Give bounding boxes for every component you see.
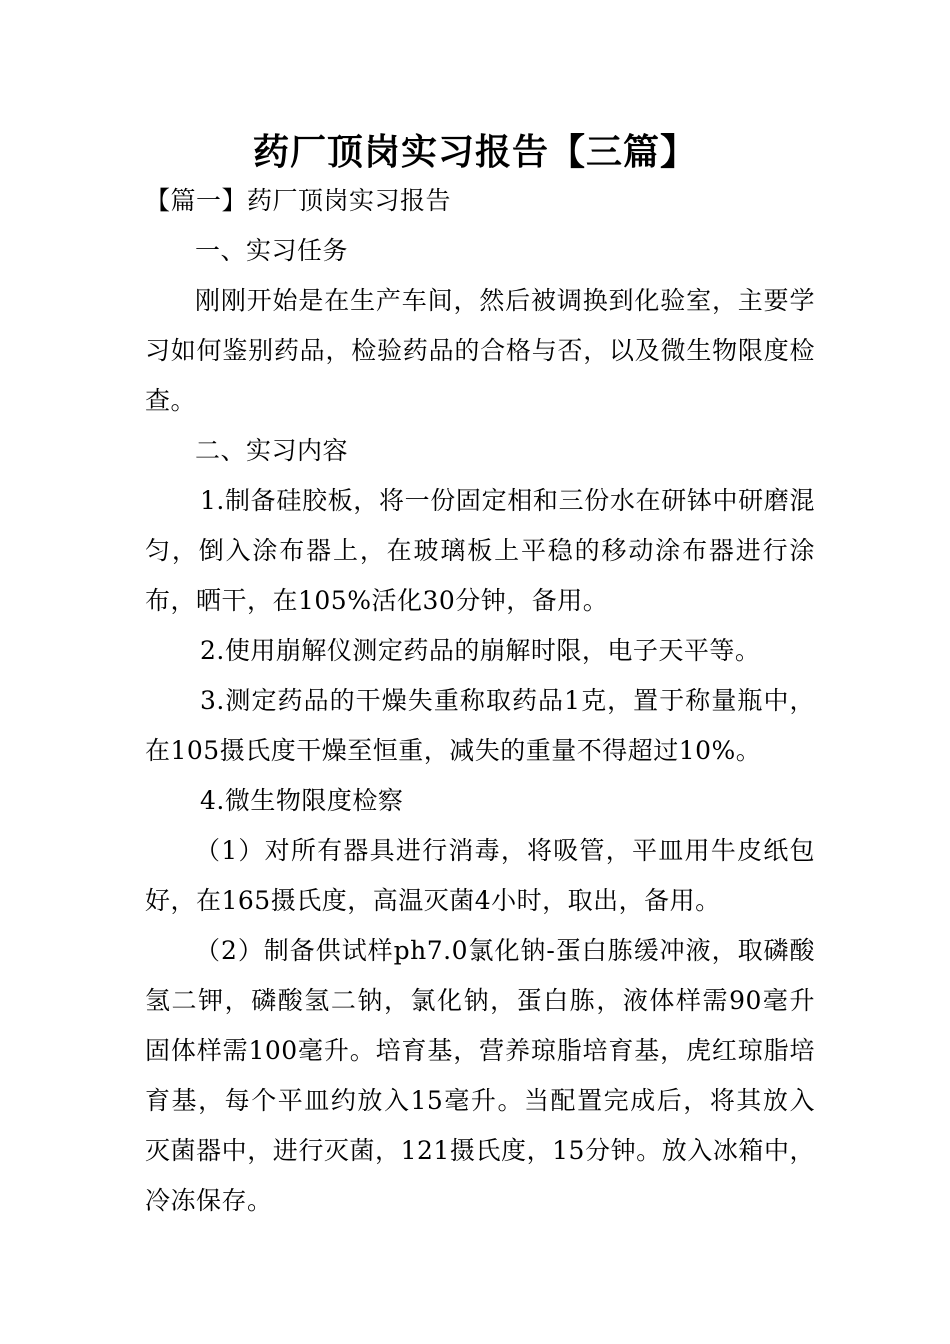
heading-internship-content: 二、实习内容 [195, 436, 349, 465]
paragraph-sterilize-tools: （1）对所有器具进行消毒，将吸管，平皿用牛皮纸包好，在165摄氏度，高温灭菌4小时，取出，备用。 [145, 836, 815, 915]
heading-internship-task: 一、实习任务 [195, 236, 349, 265]
paragraph-disintegration: 2.使用崩解仪测定药品的崩解时限，电子天平等。 [200, 636, 761, 665]
document-body [145, 176, 815, 1226]
paragraph-silica-plate: 1.制备硅胶板，将一份固定相和三份水在研钵中研磨混匀，倒入涂布器上，在玻璃板上平稳的移动涂布器进行涂布，晒干，在105%活化30分钟，备用。 [145, 486, 815, 615]
paragraph-drying-loss: 3.测定药品的干燥失重称取药品1克，置于称量瓶中，在105摄氏度干燥至恒重，减失的重量不得超过10%。 [145, 686, 815, 765]
section-heading: 【篇一】药厂顶岗实习报告 [145, 186, 452, 215]
paragraph-buffer-prep: （2）制备供试样ph7.0氯化钠-蛋白胨缓冲液，取磷酸氢二钾，磷酸氢二钠，氯化钠，蛋白胨，液体样需90毫升固体样需100毫升。培育基，营养琼脂培育基，虎红琼脂培育基，每个平皿约放入15毫升。当配置完成后，将其放入灭菌器中，进行灭菌，121摄氏度，15分钟。放入冰箱中，冷冻保存。 [145, 936, 815, 1215]
document-title: 药厂顶岗实习报告【三篇】 [252, 131, 697, 173]
paragraph-task-description: 刚刚开始是在生产车间，然后被调换到化验室，主要学习如何鉴别药品，检验药品的合格与否，以及微生物限度检查。 [145, 286, 815, 415]
paragraph-microbial-limit: 4.微生物限度检察 [200, 786, 404, 815]
